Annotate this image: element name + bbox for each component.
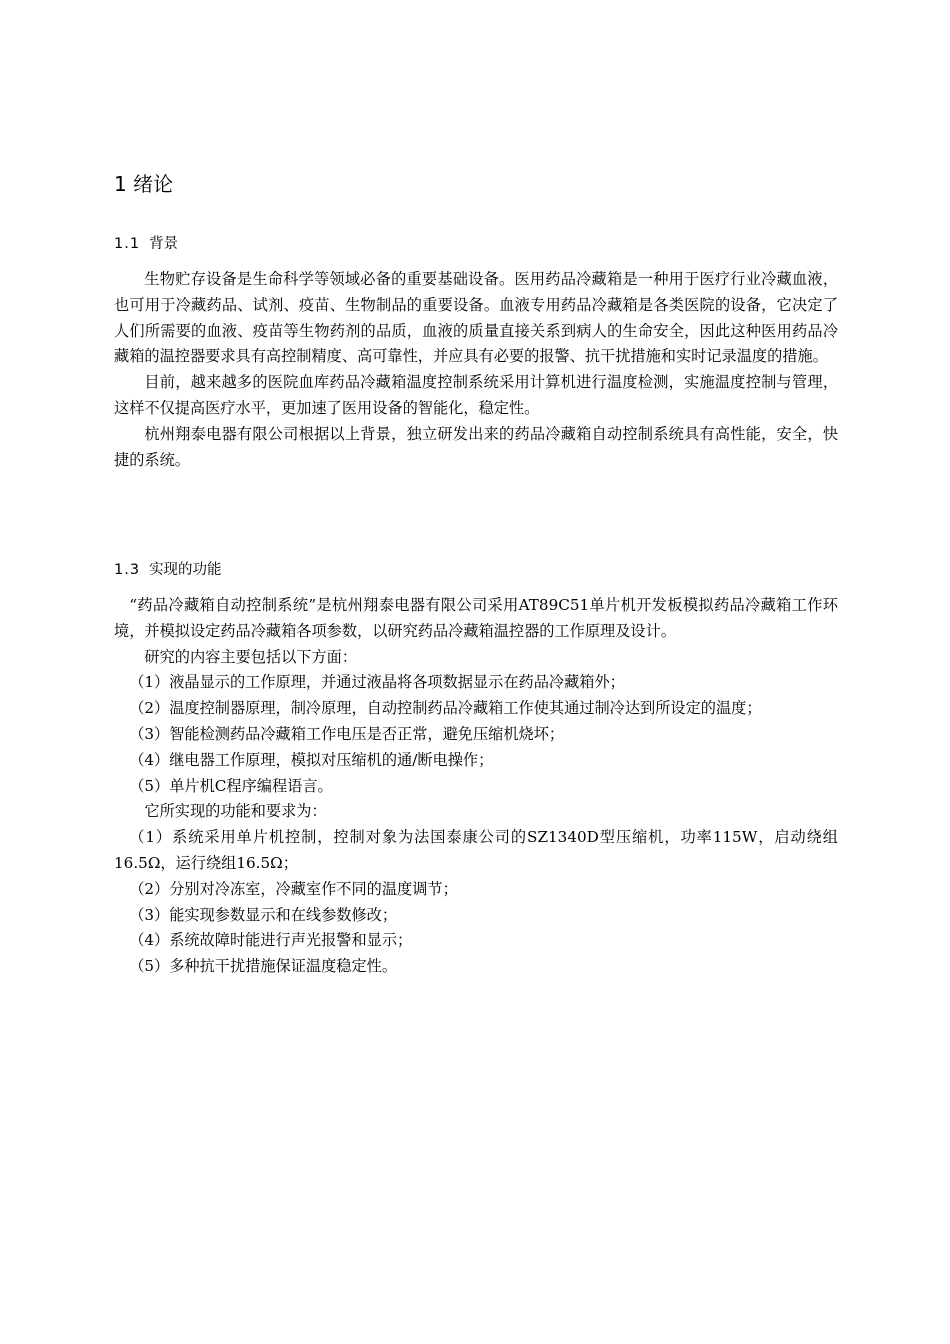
section-title: 背景 bbox=[149, 236, 179, 252]
list-item: （3）智能检测药品冷藏箱工作电压是否正常，避免压缩机烧坏； bbox=[129, 724, 565, 743]
background-body bbox=[114, 267, 838, 473]
list-item: （5）单片机C程序编程语言。 bbox=[129, 776, 333, 795]
list-item: （4）系统故障时能进行声光报警和显示； bbox=[129, 931, 413, 950]
list-item: （1）系统采用单片机控制，控制对象为法国泰康公司的SZ1340D型压缩机，功率115W，启动绕组16.5Ω，运行绕组16.5Ω； bbox=[114, 828, 838, 872]
list-item: （5）多种抗干扰措施保证温度稳定性。 bbox=[129, 957, 398, 976]
function-lead: 它所实现的功能和要求为： bbox=[144, 802, 327, 821]
chapter-title: 1 绪论 bbox=[114, 172, 174, 196]
research-lead: 研究的内容主要包括以下方面： bbox=[144, 647, 358, 666]
list-item: （2）分别对冷冻室，冷藏室作不同的温度调节； bbox=[129, 879, 458, 898]
section-heading-background bbox=[114, 233, 178, 255]
list-item: （4）继电器工作原理，模拟对压缩机的通/断电操作； bbox=[129, 750, 494, 769]
list-item: （2）温度控制器原理，制冷原理，自动控制药品冷藏箱工作使其通过制冷达到所设定的温度； bbox=[129, 699, 762, 718]
section-heading-functions bbox=[114, 559, 222, 581]
section-title: 实现的功能 bbox=[149, 562, 222, 578]
paragraph: 目前，越来越多的医院血库药品冷藏箱温度控制系统采用计算机进行温度检测，实施温度控制与管理，这样不仅提高医疗水平，更加速了医用设备的智能化，稳定性。 bbox=[114, 373, 838, 417]
functions-body bbox=[114, 593, 838, 980]
paragraph: 生物贮存设备是生命科学等领域必备的重要基础设备。医用药品冷藏箱是一种用于医疗行业冷藏血液，也可用于冷藏药品、试剂、疫苗、生物制品的重要设备。血液专用药品冷藏箱是各类医院的设备，它决定了人们所需要的血液、疫苗等生物药剂的品质，血液的质量直接关系到病人的生命安全，因此这种医用药品冷藏箱的温控器要求具有高控制精度、高可靠性，并应具有必要的报警、抗干扰措施和实时记录温度的措施。 bbox=[114, 270, 838, 366]
list-item: （1）液晶显示的工作原理，并通过液晶将各项数据显示在药品冷藏箱外； bbox=[129, 673, 625, 692]
section-number: 1.3 bbox=[114, 562, 141, 578]
list-item: （3）能实现参数显示和在线参数修改； bbox=[129, 905, 398, 924]
intro-paragraph: “药品冷藏箱自动控制系统”是杭州翔泰电器有限公司采用AT89C51单片机开发板模拟药品冷藏箱工作环境，并模拟设定药品冷藏箱各项参数，以研究药品冷藏箱温控器的工作原理及设计。 bbox=[114, 596, 838, 640]
paragraph: 杭州翔泰电器有限公司根据以上背景，独立研发出来的药品冷藏箱自动控制系统具有高性能，安全，快捷的系统。 bbox=[114, 424, 838, 469]
section-number: 1.1 bbox=[114, 236, 141, 252]
